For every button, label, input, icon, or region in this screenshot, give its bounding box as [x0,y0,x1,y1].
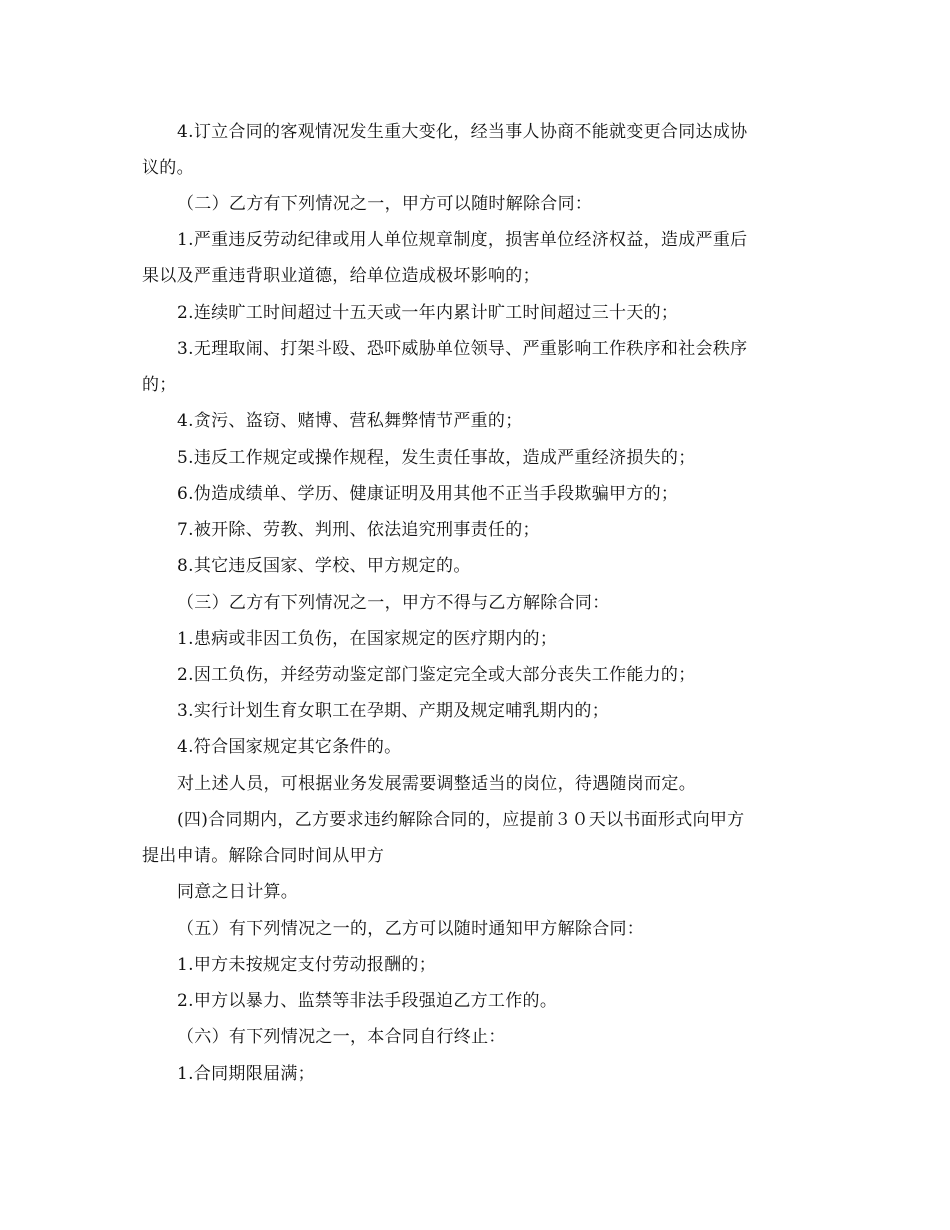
paragraph-line: 2.甲方以暴力、监禁等非法手段强迫乙方工作的。 [177,991,558,1011]
paragraph-line: 4.符合国家规定其它条件的。 [177,737,402,757]
paragraph-line: 提出申请。解除合同时间从甲方 [142,846,385,866]
paragraph-line: 1.严重违反劳动纪律或用人单位规章制度，损害单位经济权益，造成严重后 [177,230,748,250]
paragraph-line: 同意之日计算。 [177,882,299,902]
paragraph-line: 1.患病或非因工负伤，在国家规定的医疗期内的； [177,629,558,649]
paragraph-line: 4.贪污、盗窃、赌博、营私舞弊情节严重的； [177,411,523,431]
paragraph-line: 的； [142,375,177,395]
paragraph-line: 1.合同期限届满； [177,1064,315,1084]
paragraph-line: 3.无理取闹、打架斗殴、恐吓威胁单位领导、严重影响工作秩序和社会秩序 [177,339,748,359]
paragraph-line: 8.其它违反国家、学校、甲方规定的。 [177,556,471,576]
section-heading: （五）有下列情况之一的，乙方可以随时通知甲方解除合同： [177,919,645,939]
paragraph-line: 2.因工负伤，并经劳动鉴定部门鉴定完全或大部分丧失工作能力的； [177,665,696,685]
section-heading: (四)合同期内，乙方要求违约解除合同的，应提前３０天以书面形式向甲方 [177,810,745,830]
paragraph-line: 1.甲方未按规定支付劳动报酬的； [177,955,437,975]
paragraph-line: 议的。 [142,158,194,178]
paragraph-line: 对上述人员，可根据业务发展需要调整适当的岗位，待遇随岗而定。 [177,774,696,794]
paragraph-line: 5.违反工作规定或操作规程，发生责任事故，造成严重经济损失的； [177,448,696,468]
section-heading: （三）乙方有下列情况之一，甲方不得与乙方解除合同： [177,593,610,613]
paragraph-line: 6.伪造成绩单、学历、健康证明及用其他不正当手段欺骗甲方的； [177,484,679,504]
section-heading: （六）有下列情况之一，本合同自行终止： [177,1027,506,1047]
paragraph-line: 4.订立合同的客观情况发生重大变化，经当事人协商不能就变更合同达成协 [177,122,748,142]
paragraph-line: 果以及严重违背职业道德，给单位造成极坏影响的； [142,266,540,286]
paragraph-line: 2.连续旷工时间超过十五天或一年内累计旷工时间超过三十天的； [177,303,679,323]
paragraph-line: 7.被开除、劳教、判刑、依法追究刑事责任的； [177,520,540,540]
paragraph-line: 3.实行计划生育女职工在孕期、产期及规定哺乳期内的； [177,701,610,721]
section-heading: （二）乙方有下列情况之一，甲方可以随时解除合同： [177,194,593,214]
